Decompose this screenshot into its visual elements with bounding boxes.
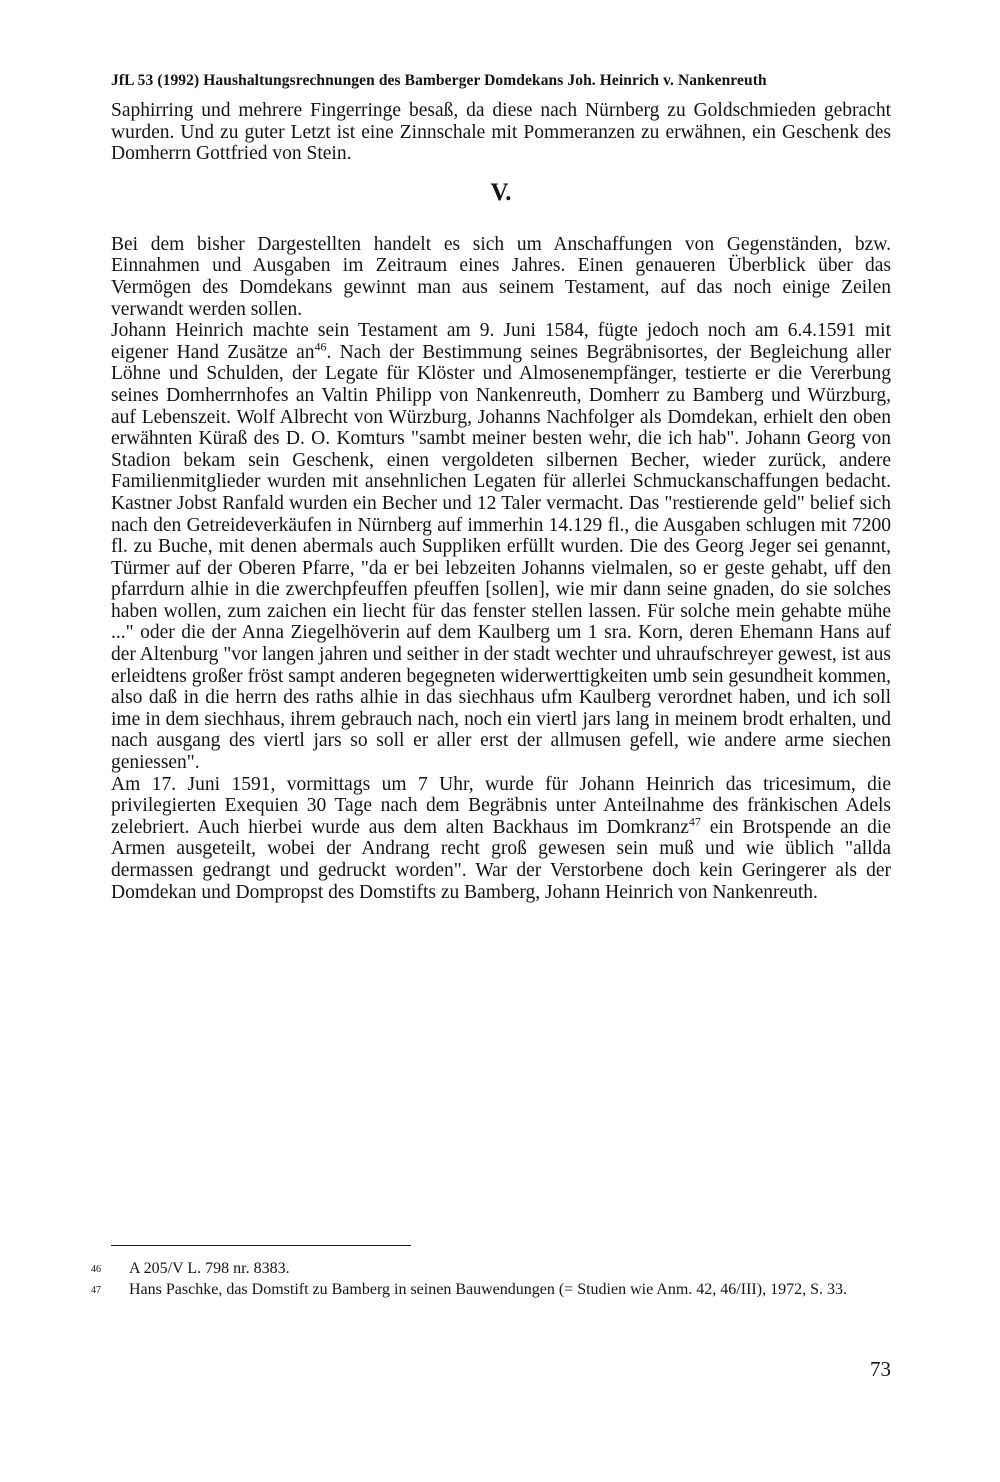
footnote-ref-47[interactable]: 47	[688, 814, 701, 829]
paragraph-testament	[111, 320, 891, 773]
footnote-number: 46	[91, 1264, 101, 1275]
main-text	[111, 100, 891, 903]
paragraph-tricesimum	[111, 774, 891, 904]
footnote-number: 47	[91, 1285, 101, 1296]
footnote-text: Hans Paschke, das Domstift zu Bamberg in seinen Bauwendungen (= Studien wie Anm. 42, 46/III), 1972, S. 33.	[129, 1281, 847, 1298]
paragraph-testament-part1: Johann Heinrich machte sein Testament am 9. Juni 1584, fügte jedoch noch am 6.4.1591 mit eigener Hand Zusätze an	[111, 320, 891, 363]
section-heading: V.	[490, 178, 512, 206]
running-header: JfL 53 (1992) Haushaltungsrechnungen des Bamberger Domdekans Joh. Heinrich v. Nankenreuth	[111, 72, 767, 89]
footnote-47	[91, 1281, 891, 1300]
paragraph-testament-part2: . Nach der Bestimmung seines Begräbnisortes, der Begleichung aller Löhne und Schulden, der Legate für Klöster und Almosenempfänger, testierte er die Vererbung seines Domherrnhofes an Valtin Philipp von Nankenreuth, Domherr zu Bamberg und Würzburg, auf Lebenszeit. Wolf Albrecht von Würzburg, Johanns Nachfolger als Domdekan, erhielt den oben erwähnten Küraß des D. O. Komturs "sambt meiner besten wehr, die ich hab". Johann Georg von Stadion bekam sein Geschenk, einen vergoldeten silbernen Becher, wieder zurück, andere Familienmitglieder wurden mit ansehnlichen Legaten für allerlei Schmuckanschaffungen bedacht. Kastner Jobst Ranfald wurden ein Becher und 12 Taler vermacht. Das "restierende geld" belief sich nach den Getreideverkäufen in Nürnberg auf immerhin 14.129 fl., die Ausgaben schlugen mit 7200 fl. zu Buche, mit denen abermals auch Suppliken erfüllt wurden. Die des Georg Jeger sei genannt, Türmer auf der Oberen Pfarre, "da er bei lebzeiten Johanns vielmalen, so er geste gehabt, uff den pfarrdurn alhie in die zwerchpfeuffen pfeuffen [sollen], wie mir dann seine gnaden, do sie solches haben wollen, zum zaichen ein liecht für das fenster stellen lassen. Für solche mein gehabte mühe ..." oder die der Anna Ziegelhöverin auf dem Kaulberg um 1 sra. Korn, deren Ehemann Hans auf der Altenburg "vor langen jahren und seither in der stadt wechter und uhraufschreyer gewest, ist aus erleidtens großer fröst sampt anderen begegneten widerwerttigkeiten umb sein gesundheit kommen, also daß in die herrn des raths alhie in das siechhaus ufm Kaulberg verordnet haben, und ich soll ime in dem siechhaus, ihrem gebrauch nach, noch ein viertl jars lang in meinem brodt erhalten, und nach ausgang des viertl jars so soll er aller erst der allmusen gefell, wie andere arme siechen geniessen".	[111, 341, 891, 774]
footnote-text: A 205/V L. 798 nr. 8383.	[129, 1260, 290, 1277]
footnotes	[91, 1260, 891, 1302]
page-number: 73	[870, 1357, 891, 1381]
footnote-46	[91, 1260, 891, 1279]
paragraph-tricesimum-part1: Am 17. Juni 1591, vormittags um 7 Uhr, wurde für Johann Heinrich das tricesimum, die privilegierten Exequien 30 Tage nach dem Begräbnis unter Anteilnahme des fränkischen Adels zelebriert. Auch hierbei wurde aus dem alten Backhaus im Domkranz	[111, 773, 891, 838]
paragraph-tricesimum-part2: ein Brotspende an die Armen ausgeteilt, wobei der Andrang recht groß gewesen sein muß und wie üblich "allda dermassen gedrangt und gedruckt worden". War der Verstorbene doch kein Geringerer als der Domdekan und Dompropst des Domstifts zu Bamberg, Johann Heinrich von Nankenreuth.	[111, 816, 891, 903]
paragraph-intro: Bei dem bisher Dargestellten handelt es sich um Anschaffungen von Gegenständen, bzw. Einnahmen und Ausgaben im Zeitraum eines Jahres. Einen genaueren Überblick über das Vermögen des Domdekans gewinnt man aus seinem Testament, auf das noch einige Zeilen verwandt werden sollen.	[111, 233, 891, 320]
footnote-ref-46[interactable]: 46	[314, 339, 327, 354]
footnote-divider	[111, 1245, 411, 1246]
paragraph-continuation: Saphirring und mehrere Fingerringe besaß, da diese nach Nürnberg zu Goldschmieden gebracht wurden. Und zu guter Letzt ist eine Zinnschale mit Pommeranzen zu erwähnen, ein Geschenk des Domherrn Gottfried von Stein.	[111, 100, 891, 165]
